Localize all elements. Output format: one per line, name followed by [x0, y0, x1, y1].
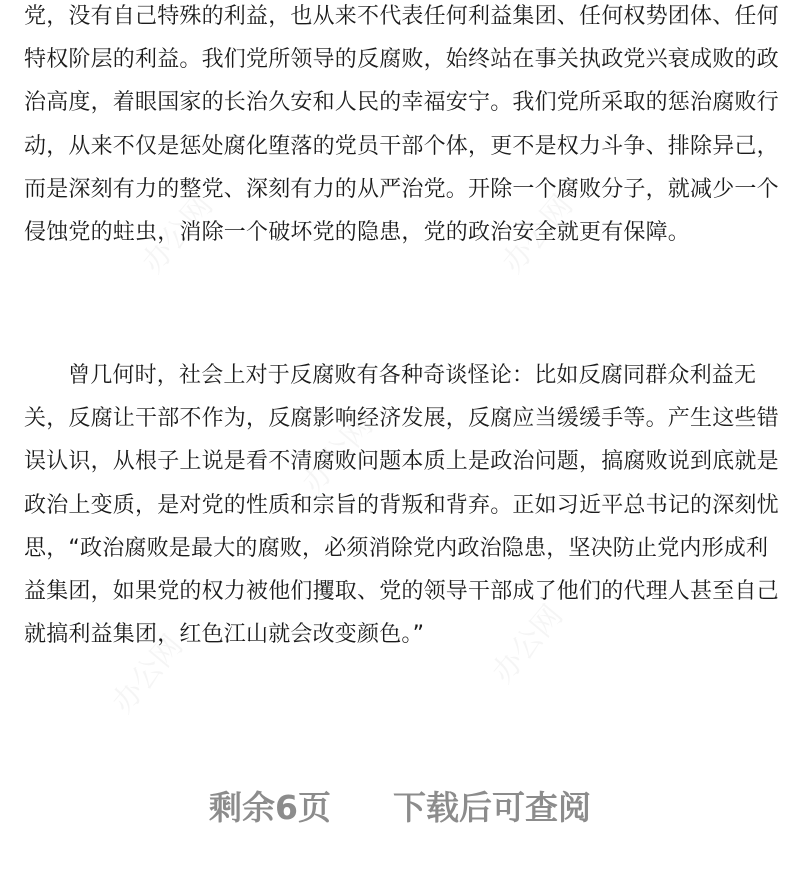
remaining-pages-banner [0, 775, 800, 835]
watermark: 办公网 [135, 188, 221, 280]
watermark: 办公网 [295, 408, 381, 500]
watermark: 办公网 [105, 628, 191, 720]
watermark: 办公网 [485, 598, 571, 690]
body-paragraph: 党，没有自己特殊的利益，也从来不代表任何利益集团、任何权势团体、任何特权阶层的利益。我们党所领导的反腐败，始终站在事关执政党兴衰成败的政治高度，着眼国家的长治久安和人民的幸福安宁。我们党所采取的惩治腐败行动，从来不仅是惩处腐化堕落的党员干部个体，更不是权力斗争、排除异己，而是深刻有力的整党、深刻有力的从严治党。开除一个腐败分子，就减少一个侵蚀党的蛀虫，消除一个破坏党的隐患，党的政治安全就更有保障。 [24, 4, 779, 246]
download-to-view-link[interactable]: 下载后可查阅 [392, 787, 591, 827]
body-paragraph: 曾几何时，社会上对于反腐败有各种奇谈怪论：比如反腐同群众利益无关，反腐让干部不作为，反腐影响经济发展，反腐应当缓缓手等。产生这些错误认识，从根子上说是看不清腐败问题本质上是政治问题，搞腐败说到底就是政治上变质，是对党的性质和宗旨的背叛和背弃。正如习近平总书记的深刻忧思，“政治腐败是最大的腐败，必须消除党内政治隐患，坚决防止党内形成利益集团，如果党的权力被他们攫取、党的领导干部成了他们的代理人甚至自己就搞利益集团，红色江山就会改变颜色。” [24, 363, 779, 648]
remaining-pages-label: 剩余6页 [209, 787, 331, 827]
watermark: 办公网 [495, 188, 581, 280]
